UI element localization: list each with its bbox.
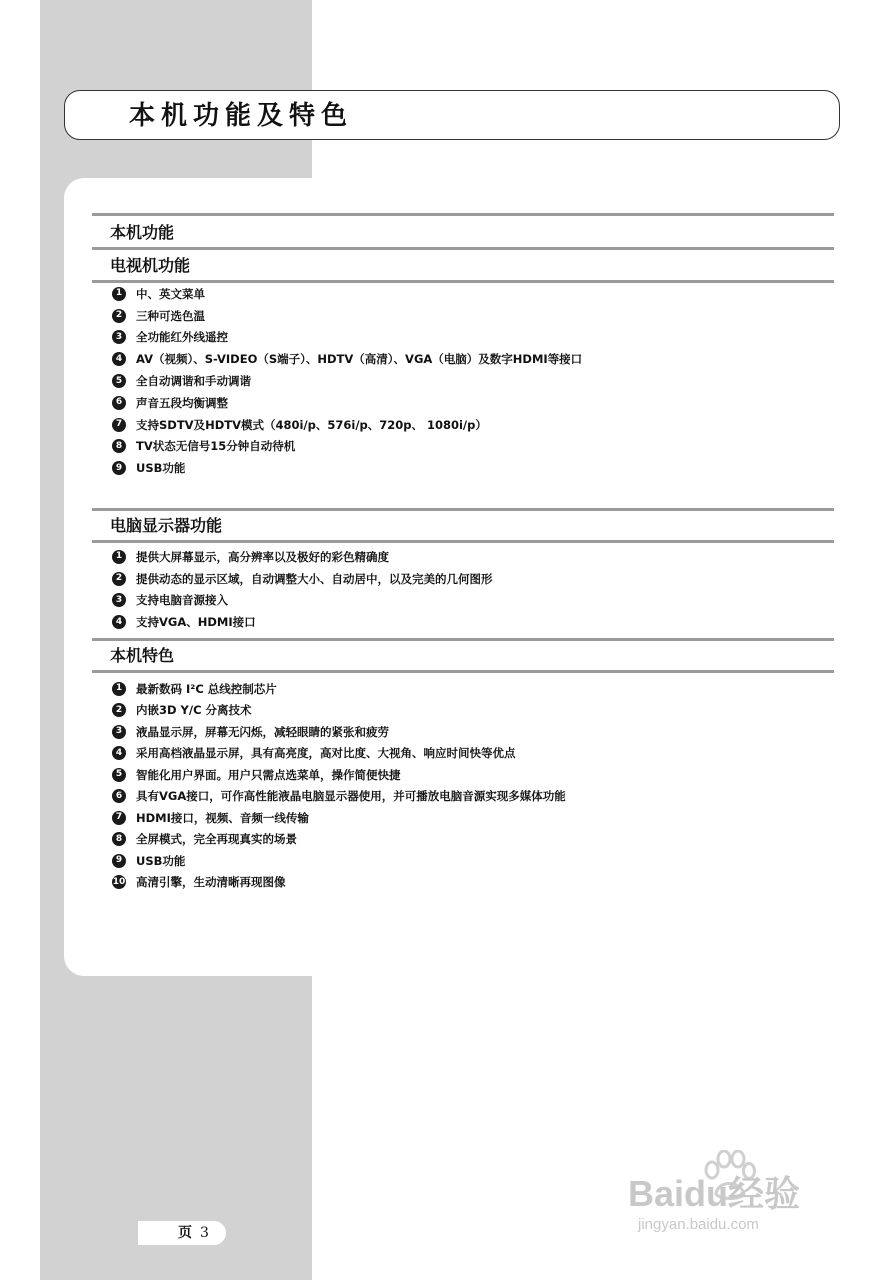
number-bullet: 6 <box>112 789 126 803</box>
section-rule <box>92 213 834 216</box>
number-bullet: 9 <box>112 461 126 475</box>
number-bullet: 4 <box>112 615 126 629</box>
list-item-text: USB功能 <box>136 853 186 868</box>
list-item-text: 提供动态的显示区域，自动调整大小、自动居中，以及完美的几何图形 <box>136 571 493 586</box>
number-bullet: 2 <box>112 703 126 717</box>
list-item-text: 提供大屏幕显示，高分辨率以及极好的彩色精确度 <box>136 549 389 564</box>
page-label: 页 <box>178 1225 192 1241</box>
section-heading-tv: 电视机功能 <box>110 256 191 275</box>
list-item <box>112 678 566 700</box>
number-bullet: 1 <box>112 550 126 564</box>
section-rule <box>92 670 834 673</box>
highlight-list <box>112 678 566 893</box>
list-item-text: 支持VGA、HDMI接口 <box>136 615 256 630</box>
list-item <box>112 786 566 808</box>
section-heading-features: 本机功能 <box>110 223 175 242</box>
number-bullet: 4 <box>112 746 126 760</box>
pc-feature-list <box>112 546 493 633</box>
number-bullet: 5 <box>112 768 126 782</box>
number-bullet: 10 <box>112 875 126 889</box>
list-item <box>112 305 582 327</box>
list-item-text: 智能化用户界面。用户只需点选菜单，操作简便快捷 <box>136 767 401 782</box>
number-bullet: 7 <box>112 811 126 825</box>
number-bullet: 1 <box>112 287 126 301</box>
section-rule <box>92 638 834 641</box>
title-box <box>64 90 840 140</box>
number-bullet: 3 <box>112 725 126 739</box>
number-bullet: 3 <box>112 593 126 607</box>
number-bullet: 8 <box>112 439 126 453</box>
list-item-text: 高清引擎，生动清晰再现图像 <box>136 875 286 890</box>
section-heading-highlights: 本机特色 <box>110 646 175 665</box>
list-item-text: 全功能红外线遥控 <box>136 330 228 345</box>
list-item <box>112 764 566 786</box>
list-item-text: 三种可选色温 <box>136 308 205 323</box>
page-title: 本机功能及特色 <box>129 101 354 131</box>
list-item-text: TV状态无信号15分钟自动待机 <box>136 439 296 454</box>
list-item <box>112 436 582 458</box>
number-bullet: 1 <box>112 682 126 696</box>
list-item <box>112 370 582 392</box>
page-number: 3 <box>200 1225 209 1241</box>
watermark-brand: Baidu经验 <box>628 1173 801 1214</box>
number-bullet: 9 <box>112 854 126 868</box>
list-item-text: 液晶显示屏，屏幕无闪烁，减轻眼睛的紧张和疲劳 <box>136 724 389 739</box>
list-item-text: 采用高档液晶显示屏，具有高亮度，高对比度、大视角、响应时间快等优点 <box>136 746 516 761</box>
list-item-text: AV（视频）、S-VIDEO（S端子）、HDTV（高清）、VGA（电脑）及数字HDMI等接口 <box>136 352 583 367</box>
baidu-watermark <box>628 1150 840 1250</box>
list-item <box>112 872 566 894</box>
list-item <box>112 700 566 722</box>
list-item <box>112 721 566 743</box>
number-bullet: 4 <box>112 352 126 366</box>
list-item <box>112 807 566 829</box>
list-item <box>112 850 566 872</box>
list-item-text: HDMI接口，视频、音频一线传输 <box>136 810 309 825</box>
list-item <box>112 348 582 370</box>
list-item <box>112 414 582 436</box>
list-item-text: USB功能 <box>136 461 186 476</box>
number-bullet: 2 <box>112 572 126 586</box>
number-bullet: 8 <box>112 832 126 846</box>
list-item-text: 中、英文菜单 <box>136 286 205 301</box>
tv-feature-list <box>112 283 582 479</box>
number-bullet: 5 <box>112 374 126 388</box>
section-rule <box>92 508 834 511</box>
list-item <box>112 457 582 479</box>
page-number-tab <box>138 1221 226 1245</box>
list-item <box>112 392 582 414</box>
list-item <box>112 590 493 612</box>
list-item <box>112 829 566 851</box>
list-item-text: 最新数码 I²C 总线控制芯片 <box>136 681 277 696</box>
list-item <box>112 611 493 633</box>
list-item-text: 具有VGA接口，可作高性能液晶电脑显示器使用，并可播放电脑音源实现多媒体功能 <box>136 789 566 804</box>
number-bullet: 6 <box>112 396 126 410</box>
number-bullet: 3 <box>112 330 126 344</box>
list-item-text: 声音五段均衡调整 <box>136 395 228 410</box>
list-item <box>112 327 582 349</box>
list-item-text: 内嵌3D Y/C 分离技术 <box>136 703 252 718</box>
list-item <box>112 546 493 568</box>
watermark-url: jingyan.baidu.com <box>638 1216 759 1233</box>
list-item-text: 全自动调谐和手动调谐 <box>136 374 251 389</box>
number-bullet: 7 <box>112 418 126 432</box>
number-bullet: 2 <box>112 309 126 323</box>
list-item-text: 支持SDTV及HDTV模式（480i/p、576i/p、720p、 1080i/p） <box>136 417 487 432</box>
list-item <box>112 283 582 305</box>
list-item-text: 全屏模式，完全再现真实的场景 <box>136 832 297 847</box>
list-item-text: 支持电脑音源接入 <box>136 593 228 608</box>
list-item <box>112 568 493 590</box>
list-item <box>112 743 566 765</box>
section-rule <box>92 540 834 543</box>
section-heading-pc: 电脑显示器功能 <box>110 516 223 535</box>
section-rule <box>92 247 834 250</box>
